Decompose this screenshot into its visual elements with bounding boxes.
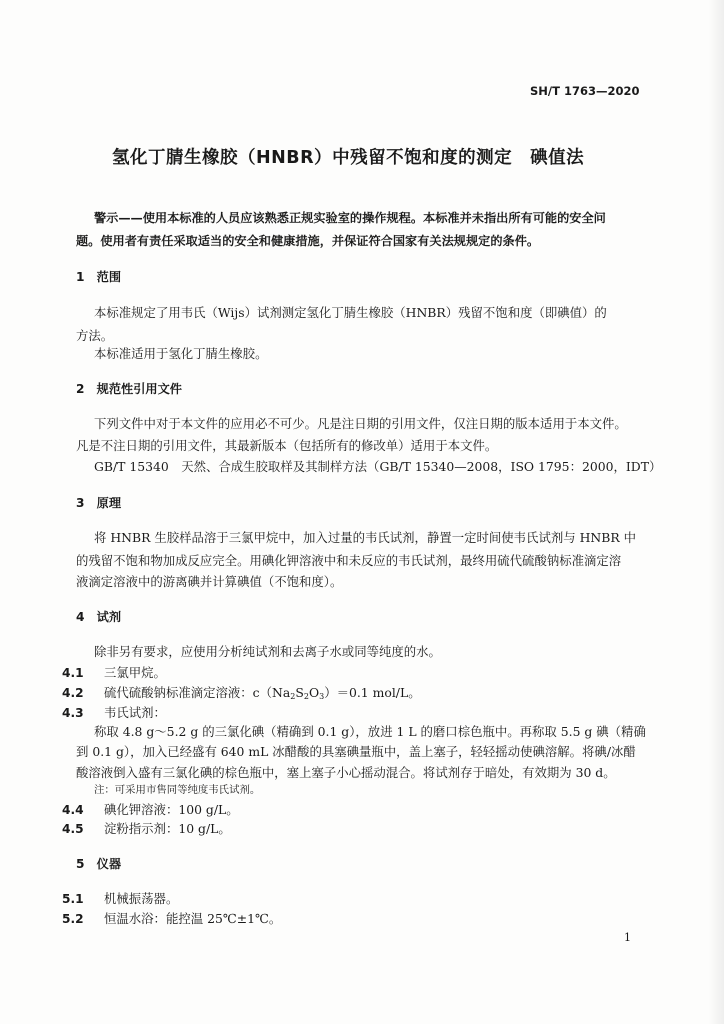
item-4-3-number: 4.3: [62, 706, 84, 720]
page-number: 1: [624, 931, 631, 944]
item-4-4-text: 碘化钾溶液：100 g/L。: [104, 802, 239, 817]
item-4-5-number: 4.5: [62, 822, 84, 836]
item-4-3-text: 韦氏试剂：: [104, 705, 166, 720]
section-3-line-1: 将 HNBR 生胶样品溶于三氯甲烷中，加入过量的韦氏试剂，静置一定时间使韦氏试剂与 HNBR 中: [94, 530, 636, 545]
item-4-3-line-2: 到 0.1 g），加入已经盛有 640 mL 冰醋酸的具塞碘量瓶中，盖上塞子，轻轻摇动使碘溶解。将碘/冰醋: [76, 744, 636, 759]
item-4-2-text: 硫代硫酸钠标准滴定溶液：$c(Na_2S_2O_3)=0.1$ mol/L。: [104, 685, 421, 701]
section-3-line-3: 液滴定溶液中的游离碘并计算碘值（不饱和度）。: [76, 574, 343, 589]
section-3-line-2: 的残留不饱和物加成反应完全。用碘化钾溶液中和未反应的韦氏试剂，最终用硫代硫酸钠标准滴定溶: [76, 553, 622, 568]
item-5-1-number: 5.1: [62, 892, 84, 906]
section-1-paragraph-2: 本标准适用于氢化丁腈生橡胶。: [94, 346, 268, 361]
item-5-2-text: 恒温水浴：能控温 25℃±1℃。: [104, 911, 282, 926]
section-3-heading: 3 原理: [76, 496, 122, 510]
document-title: 氢化丁腈生橡胶（HNBR）中残留不饱和度的测定 碘值法: [112, 148, 585, 168]
section-4-intro: 除非另有要求，应使用分析纯试剂和去离子水或同等纯度的水。: [94, 644, 441, 659]
item-4-3-line-1: 称取 4.8 g～5.2 g 的三氯化碘（精确到 0.1 g），放进 1 L 的磨口棕色瓶中。再称取 5.5 g 碘（精确: [94, 724, 646, 739]
item-4-1-number: 4.1: [62, 666, 84, 680]
item-5-1-text: 机械振荡器。: [104, 891, 179, 906]
warning-line-1: 警示——使用本标准的人员应该熟悉正规实验室的操作规程。本标准并未指出所有可能的安全问: [94, 211, 606, 225]
item-4-4-number: 4.4: [62, 803, 84, 817]
standard-code: SH/T 1763—2020: [530, 84, 640, 98]
item-5-2-number: 5.2: [62, 912, 84, 926]
item-4-5-text: 淀粉指示剂：10 g/L。: [104, 821, 231, 836]
section-1-paragraph-line-2: 方法。: [76, 328, 114, 343]
item-4-1-text: 三氯甲烷。: [104, 665, 166, 680]
item-4-2-number: 4.2: [62, 686, 84, 700]
item-4-3-note: 注：可采用市售同等纯度韦氏试剂。: [94, 784, 261, 796]
page-edge-shadow: [708, 0, 724, 1024]
section-2-paragraph-line-2: 凡是不注日期的引用文件，其最新版本（包括所有的修改单）适用于本文件。: [76, 438, 498, 453]
item-4-3-line-3: 酸溶液倒入盛有三氯化碘的棕色瓶中，塞上塞子小心摇动混合。将试剂存于暗处，有效期为 30 d。: [76, 765, 616, 780]
warning-line-2: 题。使用者有责任采取适当的安全和健康措施，并保证符合国家有关法规规定的条件。: [76, 234, 540, 248]
section-5-heading: 5 仪器: [76, 857, 122, 871]
normative-reference: GB/T 15340 天然、合成生胶取样及其制样方法（GB/T 15340—2008，ISO 1795：2000，IDT）: [94, 459, 662, 474]
section-2-paragraph-line-1: 下列文件中对于本文件的应用必不可少。凡是注日期的引用文件，仅注日期的版本适用于本文件。: [94, 416, 627, 431]
section-2-heading: 2 规范性引用文件: [76, 382, 182, 396]
section-4-heading: 4 试剂: [76, 610, 122, 624]
section-1-heading: 1 范围: [76, 270, 122, 284]
section-1-paragraph-line-1: 本标准规定了用韦氏（Wijs）试剂测定氢化丁腈生橡胶（HNBR）残留不饱和度（即碘值）的: [94, 305, 607, 320]
